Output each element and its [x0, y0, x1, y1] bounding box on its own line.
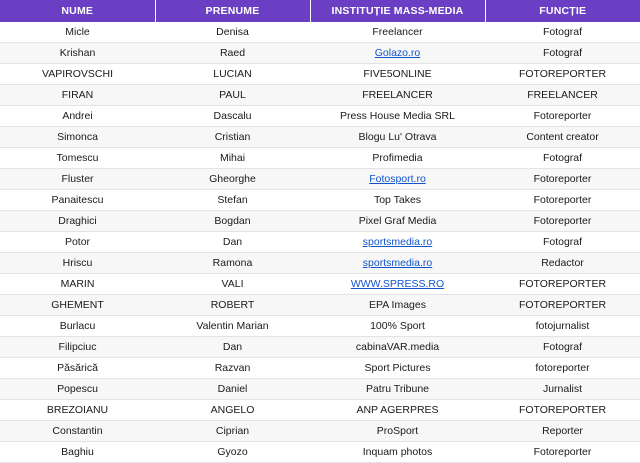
cell-nume: Popescu [0, 379, 155, 400]
cell-institutie: cabinaVAR.media [310, 337, 485, 358]
cell-prenume: Dascalu [155, 106, 310, 127]
cell-functie: FOTOREPORTER [485, 400, 640, 421]
cell-prenume: Mihai [155, 148, 310, 169]
cell-prenume: VALI [155, 274, 310, 295]
cell-functie: Reporter [485, 421, 640, 442]
table-row [0, 85, 640, 106]
table-row [0, 169, 640, 190]
cell-functie: Fotoreporter [485, 211, 640, 232]
table-row [0, 274, 640, 295]
table-row [0, 127, 640, 148]
table-row [0, 400, 640, 421]
cell-institutie: Patru Tribune [310, 379, 485, 400]
cell-institutie [310, 274, 485, 295]
cell-nume: Hriscu [0, 253, 155, 274]
institutie-link[interactable]: WWW.SPRESS.RO [350, 278, 445, 290]
cell-institutie: EPA Images [310, 295, 485, 316]
cell-institutie [310, 253, 485, 274]
cell-nume: Simonca [0, 127, 155, 148]
cell-nume: Draghici [0, 211, 155, 232]
cell-nume: Fluster [0, 169, 155, 190]
cell-functie: fotoreporter [485, 358, 640, 379]
table-row [0, 22, 640, 43]
table-row [0, 442, 640, 463]
cell-institutie: FIVE5ONLINE [310, 64, 485, 85]
table-body [0, 22, 640, 463]
cell-institutie: ProSport [310, 421, 485, 442]
cell-functie: Redactor [485, 253, 640, 274]
cell-nume: BREZOIANU [0, 400, 155, 421]
table-row [0, 106, 640, 127]
cell-prenume: Gheorghe [155, 169, 310, 190]
cell-institutie: 100% Sport [310, 316, 485, 337]
table-row [0, 232, 640, 253]
cell-institutie: Freelancer [310, 22, 485, 43]
table-row [0, 211, 640, 232]
cell-functie: Fotoreporter [485, 442, 640, 463]
cell-nume: MARIN [0, 274, 155, 295]
cell-institutie: Press House Media SRL [310, 106, 485, 127]
cell-institutie: Blogu Lu' Otrava [310, 127, 485, 148]
cell-institutie: Sport Pictures [310, 358, 485, 379]
cell-functie: Content creator [485, 127, 640, 148]
table-header [0, 0, 640, 22]
cell-prenume: Valentin Marian [155, 316, 310, 337]
cell-nume: Burlacu [0, 316, 155, 337]
cell-nume: Andrei [0, 106, 155, 127]
cell-functie: FOTOREPORTER [485, 295, 640, 316]
column-header-nume: NUME [0, 0, 155, 22]
institutie-link[interactable]: Fotosport.ro [369, 173, 426, 185]
table-row [0, 316, 640, 337]
cell-nume: Păsărică [0, 358, 155, 379]
cell-prenume: Raed [155, 43, 310, 64]
column-header-institutie: INSTITUȚIE MASS-MEDIA [310, 0, 485, 22]
institutie-link[interactable]: Golazo.ro [374, 47, 421, 59]
cell-functie: Fotograf [485, 148, 640, 169]
cell-functie: Fotoreporter [485, 106, 640, 127]
cell-prenume: Denisa [155, 22, 310, 43]
cell-functie: Fotograf [485, 43, 640, 64]
institutie-link[interactable]: sportsmedia.ro [362, 257, 433, 269]
cell-functie: Fotograf [485, 232, 640, 253]
cell-prenume: Razvan [155, 358, 310, 379]
cell-institutie: FREELANCER [310, 85, 485, 106]
cell-functie: FREELANCER [485, 85, 640, 106]
cell-institutie: ANP AGERPRES [310, 400, 485, 421]
column-header-prenume: PRENUME [155, 0, 310, 22]
cell-functie: FOTOREPORTER [485, 64, 640, 85]
cell-functie: Fotograf [485, 337, 640, 358]
table-row [0, 421, 640, 442]
table-row [0, 337, 640, 358]
cell-prenume: ANGELO [155, 400, 310, 421]
cell-functie: fotojurnalist [485, 316, 640, 337]
cell-nume: FIRAN [0, 85, 155, 106]
cell-nume: Baghiu [0, 442, 155, 463]
cell-prenume: Ciprian [155, 421, 310, 442]
cell-nume: Tomescu [0, 148, 155, 169]
cell-nume: Potor [0, 232, 155, 253]
cell-nume: Panaitescu [0, 190, 155, 211]
cell-institutie [310, 43, 485, 64]
table-row [0, 379, 640, 400]
cell-prenume: PAUL [155, 85, 310, 106]
cell-functie: Fotograf [485, 22, 640, 43]
table-row [0, 64, 640, 85]
cell-prenume: Daniel [155, 379, 310, 400]
cell-nume: Constantin [0, 421, 155, 442]
cell-prenume: LUCIAN [155, 64, 310, 85]
cell-prenume: Dan [155, 232, 310, 253]
cell-nume: Micle [0, 22, 155, 43]
table-header-row [0, 0, 640, 22]
cell-institutie: Top Takes [310, 190, 485, 211]
table-row [0, 253, 640, 274]
cell-nume: Filipciuc [0, 337, 155, 358]
cell-prenume: Stefan [155, 190, 310, 211]
cell-prenume: Dan [155, 337, 310, 358]
cell-prenume: ROBERT [155, 295, 310, 316]
table-row [0, 358, 640, 379]
cell-nume: GHEMENT [0, 295, 155, 316]
cell-prenume: Gyozo [155, 442, 310, 463]
cell-prenume: Cristian [155, 127, 310, 148]
cell-functie: Fotoreporter [485, 169, 640, 190]
cell-nume: Krishan [0, 43, 155, 64]
cell-institutie: Inquam photos [310, 442, 485, 463]
cell-institutie: Profimedia [310, 148, 485, 169]
table-row [0, 295, 640, 316]
table-row [0, 190, 640, 211]
cell-functie: FOTOREPORTER [485, 274, 640, 295]
cell-institutie [310, 232, 485, 253]
table-row [0, 148, 640, 169]
cell-functie: Fotoreporter [485, 190, 640, 211]
cell-institutie [310, 169, 485, 190]
institutie-link[interactable]: sportsmedia.ro [362, 236, 433, 248]
cell-nume: VAPIROVSCHI [0, 64, 155, 85]
column-header-functie: FUNCȚIE [485, 0, 640, 22]
cell-institutie: Pixel Graf Media [310, 211, 485, 232]
cell-prenume: Bogdan [155, 211, 310, 232]
cell-prenume: Ramona [155, 253, 310, 274]
table-row [0, 43, 640, 64]
cell-functie: Jurnalist [485, 379, 640, 400]
